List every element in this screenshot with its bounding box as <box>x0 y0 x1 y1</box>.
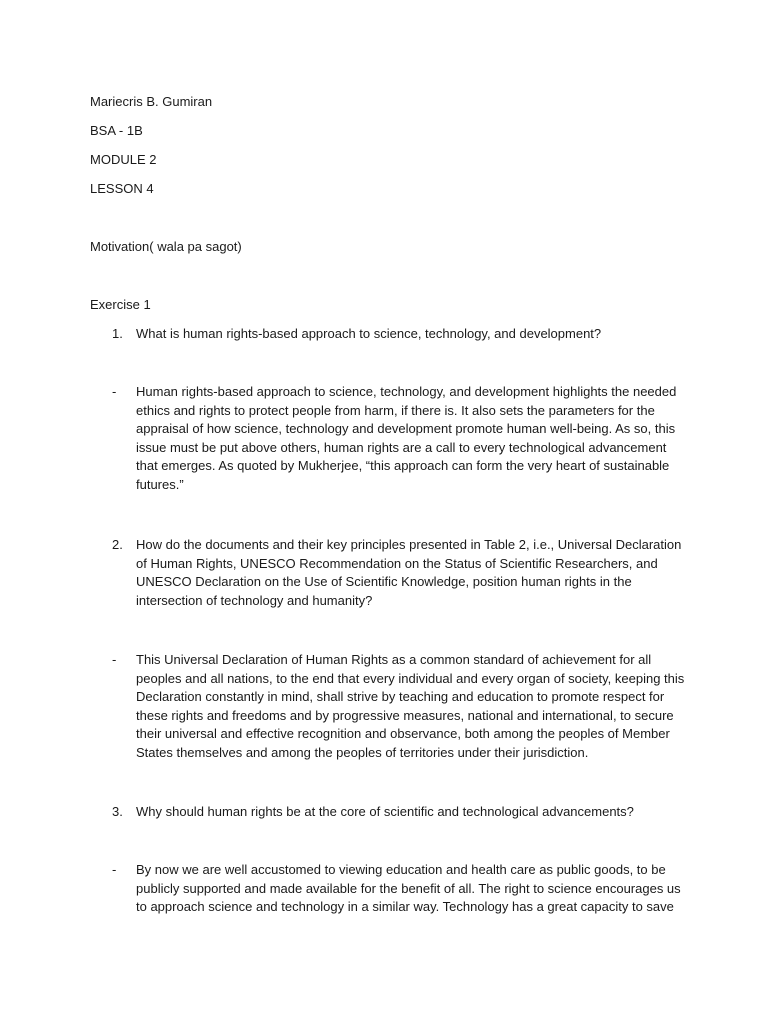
answer-3-bullet: - <box>112 862 117 877</box>
text-line: issue must be put above others, human rights are a call to every technological advancement <box>136 439 667 455</box>
text-line: futures.” <box>136 476 184 492</box>
text-line: By now we are well accustomed to viewing education and health care as public goods, to be <box>136 862 666 877</box>
answer-1-bullet: - <box>112 384 117 399</box>
text-line: ethics and rights to protect people from harm, if there is. It also sets the parameters for the <box>136 402 655 418</box>
text-line: of Human Rights, UNESCO Recommendation on the Status of Scientific Researchers, and <box>136 555 658 571</box>
answer-2-text <box>136 651 696 763</box>
text-line: peoples and all nations, to the end that every individual and every organ of society, keeping this <box>136 670 685 686</box>
text-line: UNESCO Declaration on the Use of Scientific Knowledge, position human rights in the <box>136 574 632 590</box>
question-3-number: 3. <box>112 804 123 819</box>
text-line: that emerges. As quoted by Mukherjee, “this approach can form the very heart of sustainable <box>136 458 670 474</box>
exercise-title: Exercise 1 <box>90 297 151 312</box>
text-line: Human rights-based approach to science, technology, and development highlights the needed <box>136 384 677 399</box>
question-2-number: 2. <box>112 537 123 552</box>
answer-1-text <box>136 383 696 495</box>
question-2-text <box>136 536 696 610</box>
question-1-text <box>136 325 696 344</box>
question-1-number: 1. <box>112 326 123 341</box>
text-line: these rights and freedoms and by progressive measures, national and international, to secure <box>136 707 674 723</box>
text-line: States themselves and among the peoples of territories under their jurisdiction. <box>136 744 589 760</box>
answer-2-bullet: - <box>112 652 117 667</box>
lesson-label: LESSON 4 <box>90 181 154 196</box>
text-line: their universal and effective recognition and observance, both among the peoples of Member <box>136 726 670 742</box>
text-line: appraisal of how science, technology and development promote human well-being. As so, this <box>136 421 676 437</box>
answer-3-text <box>136 861 696 917</box>
text-line: This Universal Declaration of Human Rights as a common standard of achievement for all <box>136 652 652 667</box>
text-line: What is human rights-based approach to science, technology, and development? <box>136 326 602 341</box>
text-line: intersection of technology and humanity? <box>136 592 373 608</box>
text-line: to approach science and technology in a similar way. Technology has a great capacity to save <box>136 899 674 915</box>
question-3-text <box>136 803 696 822</box>
module-label: MODULE 2 <box>90 152 157 167</box>
course-section: BSA - 1B <box>90 123 143 138</box>
author-name: Mariecris B. Gumiran <box>90 94 213 109</box>
text-line: How do the documents and their key principles presented in Table 2, i.e., Universal Declaration <box>136 537 682 552</box>
motivation-line: Motivation( wala pa sagot) <box>90 239 242 254</box>
text-line: Declaration constantly in mind, shall strive by teaching and education to promote respect for <box>136 689 665 705</box>
text-line: publicly supported and made available for the benefit of all. The right to science encourages us <box>136 880 681 896</box>
text-line: Why should human rights be at the core of scientific and technological advancements? <box>136 804 634 819</box>
